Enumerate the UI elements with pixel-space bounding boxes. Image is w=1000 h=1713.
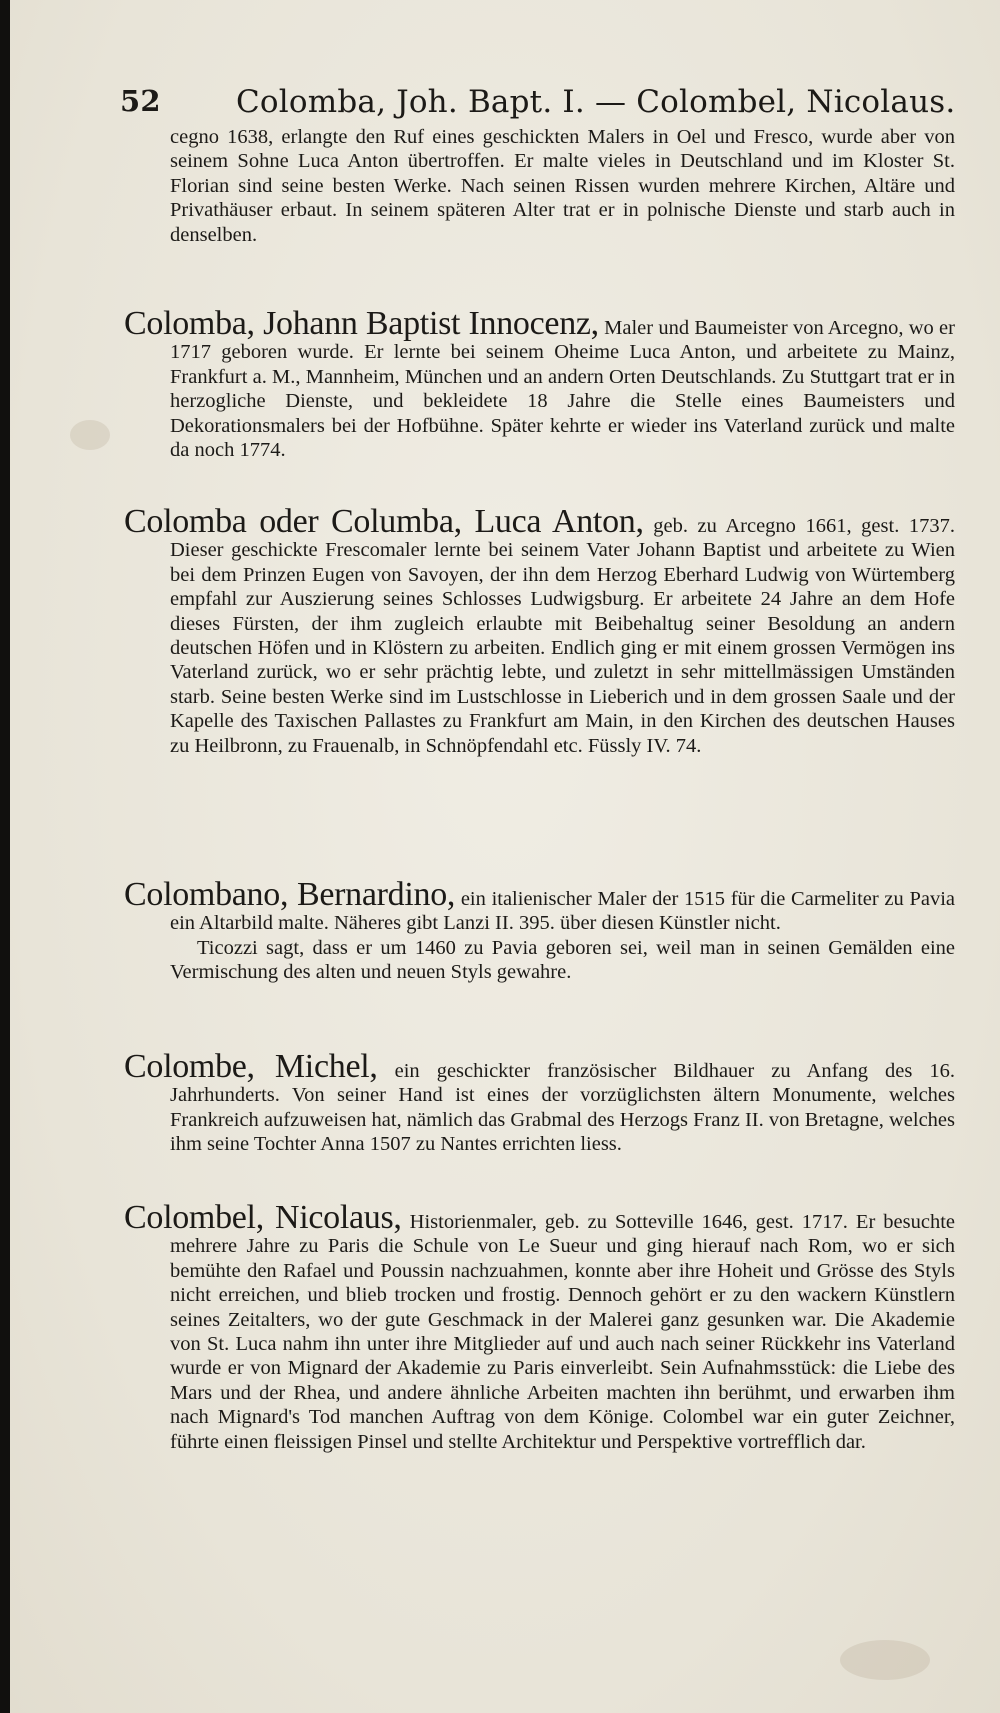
entry-text-continued: Ticozzi sagt, dass er um 1460 zu Pavia geboren sei, weil man in seinen Gemälden eine Vermischung des alten und neuen Styls gewahre. [170,936,955,984]
entry-heading: Colomba oder Columba, Luca Anton, [124,503,644,540]
entry-text: cegno 1638, erlangte den Ruf eines geschickten Malers in Oel und Fresco, wurde aber von seinem Sohne Luca Anton übertroffen. Er malte vieles in Deutschland und im Kloster St. Florian sind seine besten Werke. Nach seinen Rissen wurden mehrere Kirchen, Altäre und Privathäuser erbaut. In seinem späteren Alter trat er in polnische Dienste und starb auch in denselben. [170,126,955,246]
entry-heading: Colombel, Nicolaus, [124,1199,402,1236]
paper-stain [70,420,110,450]
entry-text: geb. zu Arcegno 1661, gest. 1737. Dieser geschickte Frescomaler lernte bei seinem Vater Johann Baptist und arbeitete zu Wien bei dem Prinzen Eugen von Savoyen, der ihn dem Herzog Eberhard Ludwig von Würtemberg empfahl zur Auszierung seines Schlosses Ludwigsburg. Er arbeitete 24 Jahre an dem Hofe dieses Fürsten, der ihm zugleich erlaubte mit Beibehaltug seiner Besoldung an andern deutschen Höfen und in Klöstern zu arbeiten. Endlich ging er mit einem grossen Vermögen ins Vaterland zurück, wo er sehr prächtig lebte, und zuletzt in sehr mittellmässigen Umständen starb. Seine besten Werke sind im Lustschlosse in Lieberich und in dem grossen Saale und der Kapelle des Taxischen Pallastes zu Frankfurt am Main, in den Kirchen des deutschen Hauses zu Heilbronn, zu Frauenalb, in Schnöpfendahl etc. Füssly IV. 74. [170,515,956,757]
entry-heading: Colombano, Bernardino, [124,876,456,913]
entry-heading: Colombe, Michel, [124,1048,378,1085]
entry-text: Historienmaler, geb. zu Sotteville 1646, gest. 1717. Er besuchte mehrere Jahre zu Paris die Schule von Le Sueur und ging hierauf nach Rom, wo er sich bemühte den Rafael und Poussin nachzuahmen, konnte aber ihre Hoheit und Grösse des Styls nicht erreichen, und blieb trocken und frostig. Dennoch gehört er zu den wackern Künstlern seines Zeitalters, wo der gute Geschmack in der Malerei ganz gesunken war. Die Akademie von St. Luca nahm ihn unter ihre Mitglieder auf und auch nach seiner Rückkehr ins Vaterland wurde er von Mignard der Akademie zu Paris einverleibt. Sein Aufnahmsstück: die Liebe des Mars und der Rhea, und andere ähnliche Arbeiten machten ihn berühmt, und erwarben ihm nach Mignard's Tod manchen Auftrag von dem Könige. Colombel war ein guter Zeichner, führte einen fleissigen Pinsel und stellte Architektur und Perspektive vortrefflich dar. [170,1211,955,1453]
running-title: Colomba, Joh. Bapt. I. — Colombel, Nicolaus. [236,84,956,120]
paper-stain [840,1640,930,1680]
entry-heading: Colomba, Johann Baptist Innocenz, [124,305,599,342]
entry-colombel [124,1199,955,1454]
entry-colomba-johann [124,305,955,462]
entry-colombe [124,1048,956,1157]
entry-text: ein italienischer Maler der 1515 für die Carmeliter zu Pavia ein Altarbild malte. Näheres gibt Lanzi II. 395. über diesen Künstler nicht. [170,888,956,935]
entry-colombano [124,876,956,985]
entry-colomba-luca [124,503,956,758]
page-number: 52 [120,84,161,118]
entry-continuation [170,125,955,247]
entry-text: Maler und Baumeister von Arcegno, wo er 1717 geboren wurde. Er lernte bei seinem Oheime Luca Anton, und arbeitete zu Mainz, Frankfurt a. M., Mannheim, München und an andern Orten Deutschlands. Zu Stuttgart trat er in herzogliche Dienste, und bekleidete 18 Jahre die Stelle eines Baumeisters und Dekorationsmalers bei der Hofbühne. Später kehrte er wieder ins Vaterland zurück und malte da noch 1774. [170,317,955,462]
entry-text: ein geschickter französischer Bildhauer zu Anfang des 16. Jahrhunderts. Von seiner Hand ist eines der vorzüglichsten ältern Monumente, welches Frankreich aufzuweisen hat, nämlich das Grabmal des Herzogs Franz II. von Bretagne, welches ihm seine Tochter Anna 1507 zu Nantes errichten liess. [170,1060,956,1156]
book-page [10,0,1000,1713]
